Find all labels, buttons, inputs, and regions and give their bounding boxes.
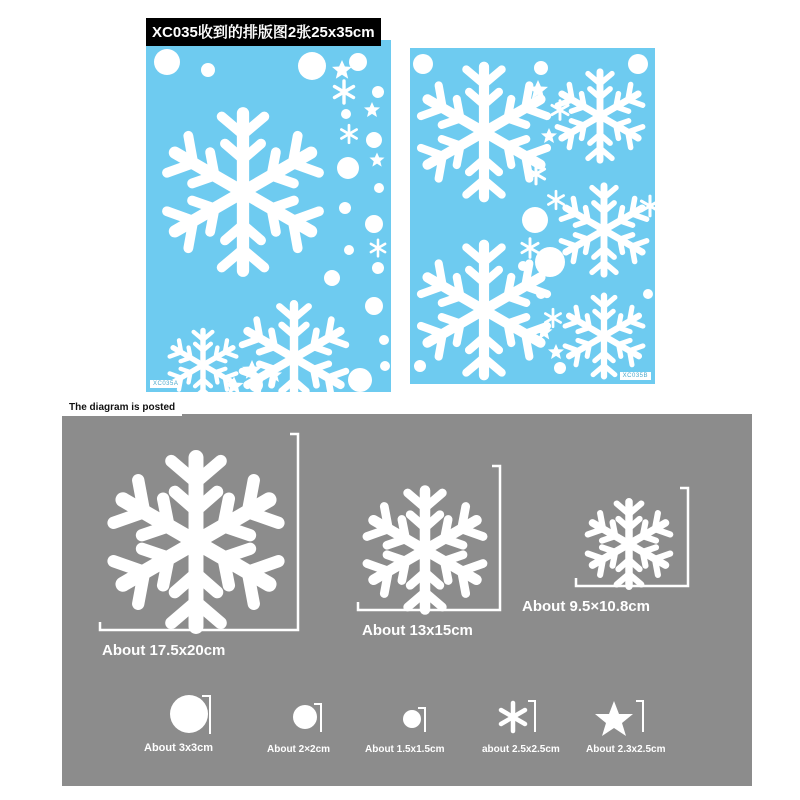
size-caption-large: About 17.5x20cm bbox=[102, 642, 226, 659]
size-caption-star: About 2.3x2.5cm bbox=[586, 744, 666, 755]
size-caption-dot-3cm: About 3x3cm bbox=[144, 742, 214, 754]
sheet-a-artwork bbox=[146, 40, 391, 392]
size-caption-dot-15cm: About 1.5x1.5cm bbox=[365, 744, 445, 755]
size-caption-medium: About 13x15cm bbox=[362, 622, 473, 639]
page-title: XC035收到的排版图2张25x35cm bbox=[146, 18, 381, 46]
sheet-b-image bbox=[410, 48, 655, 384]
size-caption-dot-2cm: About 2×2cm bbox=[267, 744, 331, 755]
size-caption-asterisk: about 2.5x2.5cm bbox=[482, 744, 560, 755]
sheet-a-code: XC035A bbox=[150, 380, 181, 388]
sheet-b-code: XC035B bbox=[620, 372, 651, 380]
posted-diagram-label: The diagram is posted bbox=[62, 399, 182, 416]
size-chart-panel bbox=[62, 414, 752, 786]
size-caption-small: About 9.5×10.8cm bbox=[522, 598, 650, 615]
sheet-b-artwork bbox=[410, 48, 655, 384]
sheet-a-image bbox=[146, 40, 391, 392]
